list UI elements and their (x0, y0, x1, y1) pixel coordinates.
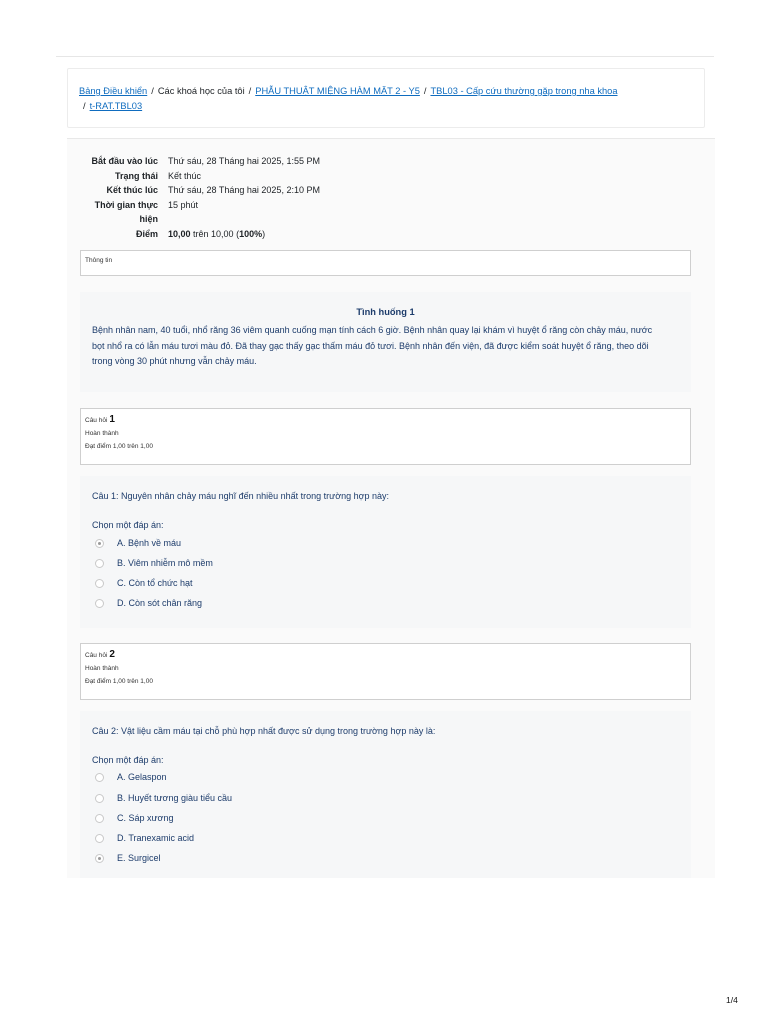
summary-label-line: hiện (139, 214, 158, 224)
scenario-title: Tình huống 1 (356, 307, 415, 317)
option-label: C. Sáp xương (117, 813, 174, 823)
summary-label: Bắt đầu vào lúc (91, 156, 158, 166)
question-2-prompt: Chọn một đáp án: (92, 755, 164, 765)
scenario-line: bọt nhổ ra có lẫn máu tươi màu đỏ. Đã thay gạc thấy gạc thấm máu đỏ tươi. Bệnh nhân đến viện, đã được kiểm soát huyệt ổ răng, theo dõi (92, 340, 649, 351)
question-1-prompt: Chọn một đáp án: (92, 520, 164, 530)
radio-icon[interactable] (95, 773, 104, 782)
radio-icon[interactable] (95, 794, 104, 803)
summary-time-row (80, 198, 400, 227)
summary-value: Thứ sáu, 28 Tháng hai 2025, 2:10 PM (168, 185, 320, 195)
summary-started-row (80, 154, 400, 169)
radio-icon[interactable] (95, 559, 104, 568)
question-mark: Đạt điểm 1,00 trên 1,00 (85, 443, 153, 450)
summary-state-row (80, 169, 400, 184)
grade-text: ) (262, 228, 266, 239)
q2-option-b[interactable] (95, 793, 232, 803)
grade-percent: 100% (239, 228, 263, 239)
question-1-text: Câu 1: Nguyên nhân chảy máu nghĩ đến nhiều nhất trong trường hợp này: (92, 491, 390, 501)
option-label: C. Còn tổ chức hạt (117, 578, 193, 588)
option-label: B. Huyết tương giàu tiểu cầu (117, 793, 232, 803)
question-mark: Đạt điểm 1,00 trên 1,00 (85, 678, 153, 685)
top-divider (56, 56, 714, 57)
scenario-text (92, 323, 688, 370)
attempt-summary (80, 154, 400, 241)
question-number (85, 413, 690, 427)
question-2-text: Câu 2: Vật liệu cầm máu tại chỗ phù hợp nhất được sử dụng trong trường hợp này là: (92, 726, 436, 736)
radio-icon[interactable] (95, 579, 104, 588)
breadcrumb-separator: / (423, 86, 427, 96)
breadcrumb-course-link[interactable]: PHẪU THUẬT MIỆNG HÀM MẶT 2 - Y5 (255, 86, 420, 96)
breadcrumb-separator: / (151, 86, 154, 96)
breadcrumb-quiz-link[interactable]: t-RAT.TBL03 (89, 101, 143, 111)
breadcrumb-section-link[interactable]: TBL03 - Cấp cứu thường gặp trong nha khoa (430, 86, 618, 96)
q2-option-d[interactable] (95, 833, 194, 843)
summary-value (168, 227, 400, 242)
question-status: Hoàn thành (85, 665, 119, 672)
option-label: A. Gelaspon (117, 772, 167, 782)
question-number-value: 1 (109, 414, 115, 425)
q1-option-a[interactable] (95, 538, 181, 548)
option-label: E. Surgicel (117, 853, 161, 863)
breadcrumb-separator: / (83, 101, 86, 111)
question-number-value: 2 (109, 649, 115, 660)
summary-grade-row (80, 227, 400, 242)
grade-text: trên 10,00 ( (190, 228, 240, 239)
radio-selected-icon[interactable] (95, 539, 104, 548)
option-label: D. Còn sót chân răng (117, 598, 203, 608)
question-1-info (80, 408, 691, 465)
breadcrumb-my-courses: Các khoá học của tôi (157, 86, 245, 96)
question-status: Hoàn thành (85, 430, 119, 437)
scenario-line: Bệnh nhân nam, 40 tuổi, nhổ răng 36 viêm quanh cuống mạn tính cách 6 giờ. Bệnh nhân quay lại khám vì huyệt ổ răng còn chảy máu, nước (92, 325, 653, 335)
question-2-info (80, 643, 691, 700)
breadcrumb (79, 84, 679, 114)
summary-completed-row (80, 183, 400, 198)
q2-option-a[interactable] (95, 772, 167, 782)
q1-option-b[interactable] (95, 558, 213, 568)
question-label: Câu hỏi (85, 417, 108, 424)
q1-option-c[interactable] (95, 578, 193, 588)
option-label: A. Bệnh về máu (117, 538, 182, 548)
summary-label: Điểm (135, 228, 158, 239)
summary-label-line: Thời gian thực (94, 199, 158, 210)
summary-label: Trạng thái (114, 170, 158, 181)
summary-label: Kết thúc lúc (106, 185, 158, 195)
summary-value: Thứ sáu, 28 Tháng hai 2025, 1:55 PM (168, 156, 320, 166)
option-label: D. Tranexamic acid (117, 833, 195, 843)
info-label: Thông tin (85, 257, 113, 264)
grade-score: 10,00 (168, 228, 191, 239)
question-label: Câu hỏi (85, 652, 108, 659)
q2-option-c[interactable] (95, 813, 173, 823)
scenario-line: trong vòng 30 phút nhưng vẫn chảy máu. (92, 356, 257, 366)
radio-selected-icon[interactable] (95, 854, 104, 863)
q2-option-e[interactable] (95, 853, 161, 863)
page-number: 1/4 (726, 995, 738, 1005)
option-label: B. Viêm nhiễm mô mềm (117, 558, 213, 568)
radio-icon[interactable] (95, 599, 104, 608)
question-number (85, 648, 690, 662)
info-box (80, 250, 691, 276)
summary-value: Kết thúc (168, 170, 202, 181)
summary-value: 15 phút (168, 199, 199, 210)
radio-icon[interactable] (95, 834, 104, 843)
radio-icon[interactable] (95, 814, 104, 823)
summary-label (80, 198, 168, 227)
breadcrumb-dashboard-link[interactable]: Bảng Điều khiển (79, 86, 148, 96)
q1-option-d[interactable] (95, 598, 202, 608)
breadcrumb-separator: / (248, 86, 252, 96)
